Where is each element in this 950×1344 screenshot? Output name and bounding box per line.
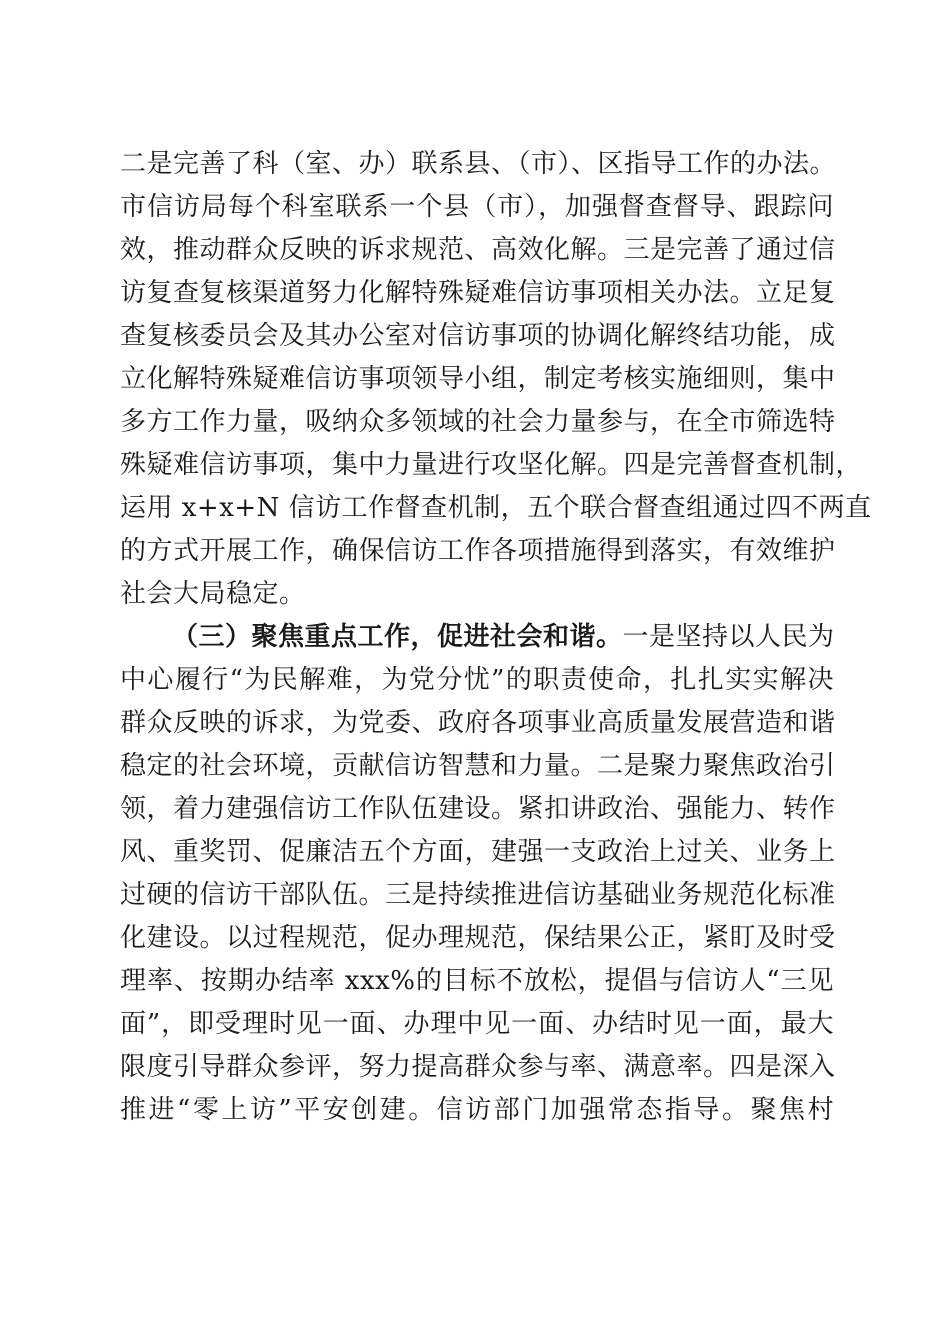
paragraph-line: 限度引导群众参评，努力提高群众参与率、满意率。四是深入 xyxy=(120,1052,836,1082)
paragraph-line: 稳定的社会环境，贡献信访智慧和力量。二是聚力聚焦政治引 xyxy=(120,751,836,781)
paragraph-line: 效，推动群众反映的诉求规范、高效化解。三是完善了通过信 xyxy=(120,235,836,265)
paragraph-line: 市信访局每个科室联系一个县（市），加强督查督导、跟踪问 xyxy=(120,192,834,222)
paragraph-line: 查复核委员会及其办公室对信访事项的协调化解终结功能，成 xyxy=(120,321,836,351)
section-3-first-line xyxy=(172,619,834,655)
paragraph-line: 殊疑难信访事项，集中力量进行攻坚化解。四是完善督查机制， xyxy=(120,450,863,480)
paragraph-line: 多方工作力量，吸纳众多领域的社会力量参与，在全市筛选特 xyxy=(120,407,836,437)
paragraph-line: 风、重奖罚、促廉洁五个方面，建强一支政治上过关、业务上 xyxy=(120,837,836,867)
paragraph-line: 群众反映的诉求，为党委、政府各项事业高质量发展营造和谐 xyxy=(120,708,836,738)
paragraph-line: 社会大局稳定。 xyxy=(120,579,306,609)
paragraph-line: 理率、按期办结率 xxx%的目标不放松，提倡与信访人“三见 xyxy=(120,966,834,996)
paragraph-line: 二是完善了科（室、办）联系县、（市）、区指导工作的办法。 xyxy=(120,149,837,179)
paragraph-line: 运用 x+x+N 信访工作督查机制，五个联合督查组通过四不两直 xyxy=(120,493,872,523)
paragraph-line: 面”，即受理时见一面、办理中见一面、办结时见一面，最大 xyxy=(120,1009,834,1039)
paragraph-line: 中心履行“为民解难，为党分忧”的职责使命，扎扎实实解决 xyxy=(120,665,834,695)
section-3-heading: （三）聚焦重点工作，促进社会和谐。 xyxy=(172,622,623,652)
paragraph-line: 化建设。以过程规范，促办理规范，保结果公正，紧盯及时受 xyxy=(120,923,836,953)
paragraph-line: 推进“零上访”平安创建。信访部门加强常态指导。聚焦村 xyxy=(120,1095,834,1125)
paragraph-line: 立化解特殊疑难信访事项领导小组，制定考核实施细则，集中 xyxy=(120,364,836,394)
paragraph-line: 过硬的信访干部队伍。三是持续推进信访基础业务规范化标准 xyxy=(120,880,836,910)
paragraph-line: 领，着力建强信访工作队伍建设。紧扣讲政治、强能力、转作 xyxy=(120,794,836,824)
section-3-first-text: 一是坚持以人民为 xyxy=(622,622,835,652)
paragraph-line: 的方式开展工作，确保信访工作各项措施得到落实，有效维护 xyxy=(120,536,836,566)
paragraph-line: 访复查复核渠道努力化解特殊疑难信访事项相关办法。立足复 xyxy=(120,278,836,308)
